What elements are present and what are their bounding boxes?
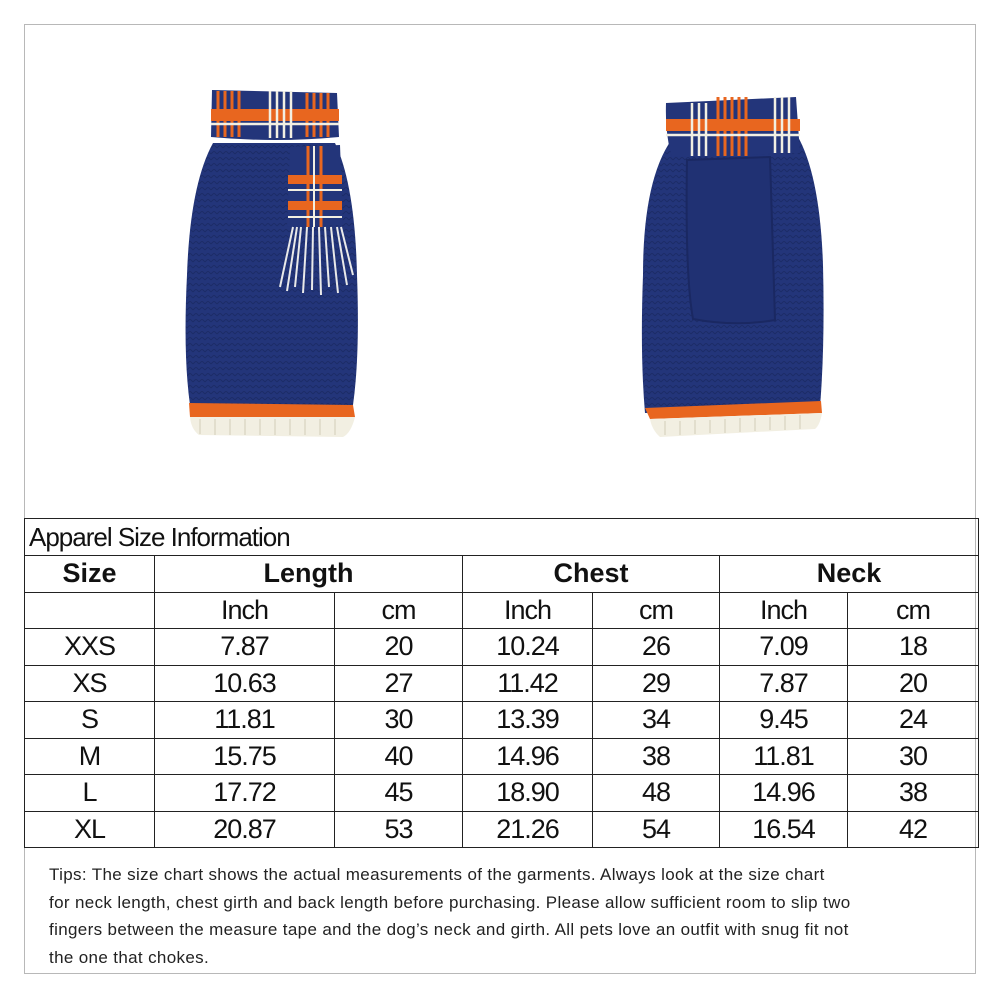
cell-neck-cm: 24 — [848, 702, 979, 739]
cell-length-inch: 10.63 — [155, 665, 335, 702]
cell-chest-inch: 13.39 — [463, 702, 593, 739]
tips-line: for neck length, chest girth and back length before purchasing. Please allow sufficient room to slip two — [49, 892, 851, 912]
cell-neck-cm: 20 — [848, 665, 979, 702]
cell-neck-cm: 30 — [848, 738, 979, 775]
product-photos — [25, 25, 975, 515]
tips-line: Tips: The size chart shows the actual measurements of the garments. Always look at the size chart — [49, 865, 825, 884]
size-table — [24, 518, 979, 848]
header-neck: Neck — [720, 556, 979, 593]
cell-chest-inch: 11.42 — [463, 665, 593, 702]
unit-neck-inch: Inch — [720, 592, 848, 629]
size-chart — [24, 518, 978, 848]
table-row — [25, 738, 979, 775]
cell-size: S — [25, 702, 155, 739]
cell-length-cm: 40 — [335, 738, 463, 775]
header-chest: Chest — [463, 556, 720, 593]
cell-size: XL — [25, 811, 155, 848]
cell-length-inch: 7.87 — [155, 629, 335, 666]
cell-chest-cm: 54 — [593, 811, 720, 848]
unit-length-cm: cm — [335, 592, 463, 629]
header-length: Length — [155, 556, 463, 593]
cell-size: XS — [25, 665, 155, 702]
unit-length-inch: Inch — [155, 592, 335, 629]
cell-chest-inch: 14.96 — [463, 738, 593, 775]
header-size: Size — [25, 556, 155, 593]
cell-neck-inch: 7.09 — [720, 629, 848, 666]
sweater-front-image — [186, 90, 358, 437]
cell-chest-inch: 21.26 — [463, 811, 593, 848]
cell-length-inch: 20.87 — [155, 811, 335, 848]
cell-chest-cm: 34 — [593, 702, 720, 739]
cell-neck-inch: 16.54 — [720, 811, 848, 848]
tips-line: the one that chokes. — [49, 947, 210, 967]
table-row — [25, 665, 979, 702]
unit-chest-inch: Inch — [463, 592, 593, 629]
cell-neck-cm: 18 — [848, 629, 979, 666]
cell-chest-cm: 38 — [593, 738, 720, 775]
table-header-row — [25, 556, 979, 593]
unit-neck-cm: cm — [848, 592, 979, 629]
cell-chest-cm: 48 — [593, 775, 720, 812]
cell-length-cm: 30 — [335, 702, 463, 739]
cell-length-cm: 53 — [335, 811, 463, 848]
tips-line: fingers between the measure tape and the dog’s neck and girth. All pets love an outfit with snug fit not — [49, 920, 849, 939]
cell-chest-cm: 29 — [593, 665, 720, 702]
cell-size: L — [25, 775, 155, 812]
units-blank — [25, 592, 155, 629]
table-row — [25, 629, 979, 666]
cell-length-inch: 15.75 — [155, 738, 335, 775]
cell-length-cm: 20 — [335, 629, 463, 666]
cell-chest-inch: 18.90 — [463, 775, 593, 812]
sweater-back-image — [642, 97, 824, 437]
table-row — [25, 702, 979, 739]
table-row — [25, 775, 979, 812]
cell-neck-inch: 9.45 — [720, 702, 848, 739]
cell-length-cm: 45 — [335, 775, 463, 812]
unit-chest-cm: cm — [593, 592, 720, 629]
cell-chest-cm: 26 — [593, 629, 720, 666]
cell-neck-cm: 38 — [848, 775, 979, 812]
cell-neck-inch: 14.96 — [720, 775, 848, 812]
cell-length-cm: 27 — [335, 665, 463, 702]
table-row — [25, 811, 979, 848]
cell-size: XXS — [25, 629, 155, 666]
cell-neck-cm: 42 — [848, 811, 979, 848]
units-row — [25, 592, 979, 629]
cell-neck-inch: 7.87 — [720, 665, 848, 702]
cell-length-inch: 17.72 — [155, 775, 335, 812]
cell-chest-inch: 10.24 — [463, 629, 593, 666]
tips-paragraph — [49, 861, 959, 971]
cell-length-inch: 11.81 — [155, 702, 335, 739]
table-caption: Apparel Size Information — [25, 519, 979, 556]
cell-neck-inch: 11.81 — [720, 738, 848, 775]
cell-size: M — [25, 738, 155, 775]
